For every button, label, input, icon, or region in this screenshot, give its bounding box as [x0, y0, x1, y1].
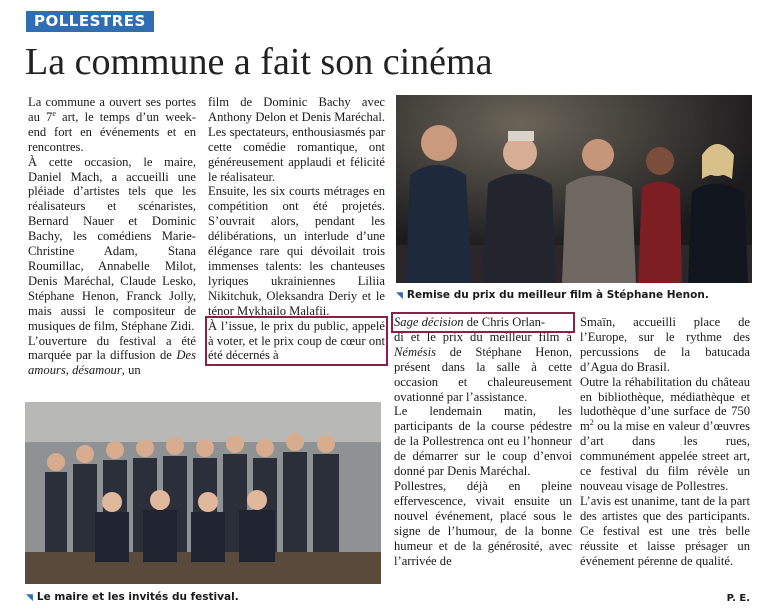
paragraph: [394, 330, 572, 405]
film-title: Némésis: [394, 344, 436, 359]
paragraph: Ensuite, les six courts métrages en compétition ont été projetés. S’ouvrait alors, pendant les délibérations, un interlude d’une élégance rare qui dévoilait trois immenses talents: les chanteuses lyriques ukrainiennes Liliia Nikitchuk, Oleksandra Deriy et le ténor Mykhailo Malafii.: [208, 184, 385, 318]
article-column-4: [580, 315, 750, 568]
article-column-1: [28, 95, 196, 378]
superscript: 2: [589, 418, 594, 428]
caption-text: Le maire et les invités du festival.: [36, 591, 239, 603]
paragraph: film de Dominic Bachy avec Anthony Delon et Denis Maréchal. Les spectateurs, enthousiasmés par cette comédie romantique, ont généreusement applaudi et félicité le réalisateur.: [208, 95, 385, 184]
headline: La commune a fait son cinéma: [25, 41, 493, 83]
highlighted-passage: [394, 315, 572, 330]
text: di et le prix du meilleur film à: [394, 329, 572, 344]
paragraph: L’avis est unanime, tant de la part des artistes que des participants. Ce festival est une très belle réussite et laisse présager un événement pérenne de qualité.: [580, 493, 750, 568]
superscript: e: [52, 108, 56, 118]
caption-marker-icon: ◥: [396, 291, 403, 301]
text: La commune a ouvert ses portes au 7: [28, 95, 196, 124]
text: ou la mise en valeur d’œuvres d’art dans les rues, communément appelée street art, ce festival du film révèle un nouveau visage de Pollestres.: [580, 419, 750, 493]
paragraph: À cette occasion, le maire, Daniel Mach, a accueilli une pléiade d’artistes tels que les réalisateurs et scénaristes, Bernard Nauer et Dominic Bachy, les comédiens Marie-Christine Adam, Stana Roumillac, Annabelle Milot, Denis Maréchal, Claude Lesko, Stéphane Henon, Franck Jolly, mais aussi le compositeur de musiques de film, Stéphane Zidi.: [28, 154, 196, 333]
article-column-2: [208, 95, 385, 363]
film-title: Des amours, désamour: [28, 348, 196, 378]
highlighted-passage: À l’issue, le prix du public, appelé à voter, et le prix coup de cœur ont été décernés à: [208, 318, 385, 363]
photo-caption-top: [396, 289, 709, 301]
text: de Stéphane Henon, présent dans la salle à cette occasion et chaleureusement ovationné par l’assistance.: [394, 344, 572, 404]
text: de Chris Orlan-: [463, 315, 546, 329]
caption-text: Remise du prix du meilleur film à Stéphane Henon.: [406, 289, 709, 301]
text: art, le temps d’un week-end fort en événements et en rencontres.: [28, 109, 196, 154]
paragraph: [28, 95, 196, 155]
text: , un: [121, 363, 141, 378]
text: L’ouverture du festival a été marquée par la diffusion de: [28, 333, 196, 363]
film-title: Sage décision: [394, 315, 464, 329]
paragraph: Pollestres, déjà en pleine effervescence, vivait ensuite un nouvel événement, placé sous le signe de l’humour, de la bonne humeur et de la générosité, avec l’arrivée de: [394, 478, 572, 568]
group-photo: [25, 402, 381, 584]
award-ceremony-photo: [396, 95, 752, 283]
author-signature: P. E.: [726, 593, 750, 604]
paragraph: Smaïn, accueilli place de l’Europe, sur le rythme des percussions de la batucada d’Agua do Brasil.: [580, 315, 750, 374]
paragraph: [580, 375, 750, 494]
caption-marker-icon: ◥: [26, 593, 33, 603]
text: Outre la réhabilitation du château en bibliothèque, médiathèque et ludothèque d’une surface de 750 m: [580, 374, 750, 434]
paragraph: [28, 334, 196, 379]
photo-caption-bottom: [26, 591, 239, 603]
article-column-3: [394, 315, 572, 568]
paragraph: Le lendemain matin, les participants de la course pédestre de la Pollestrenca ont eu l’honneur de démarrer sur le coup d’envoi donné par Denis Maréchal.: [394, 404, 572, 479]
section-tag: POLLESTRES: [26, 11, 154, 32]
